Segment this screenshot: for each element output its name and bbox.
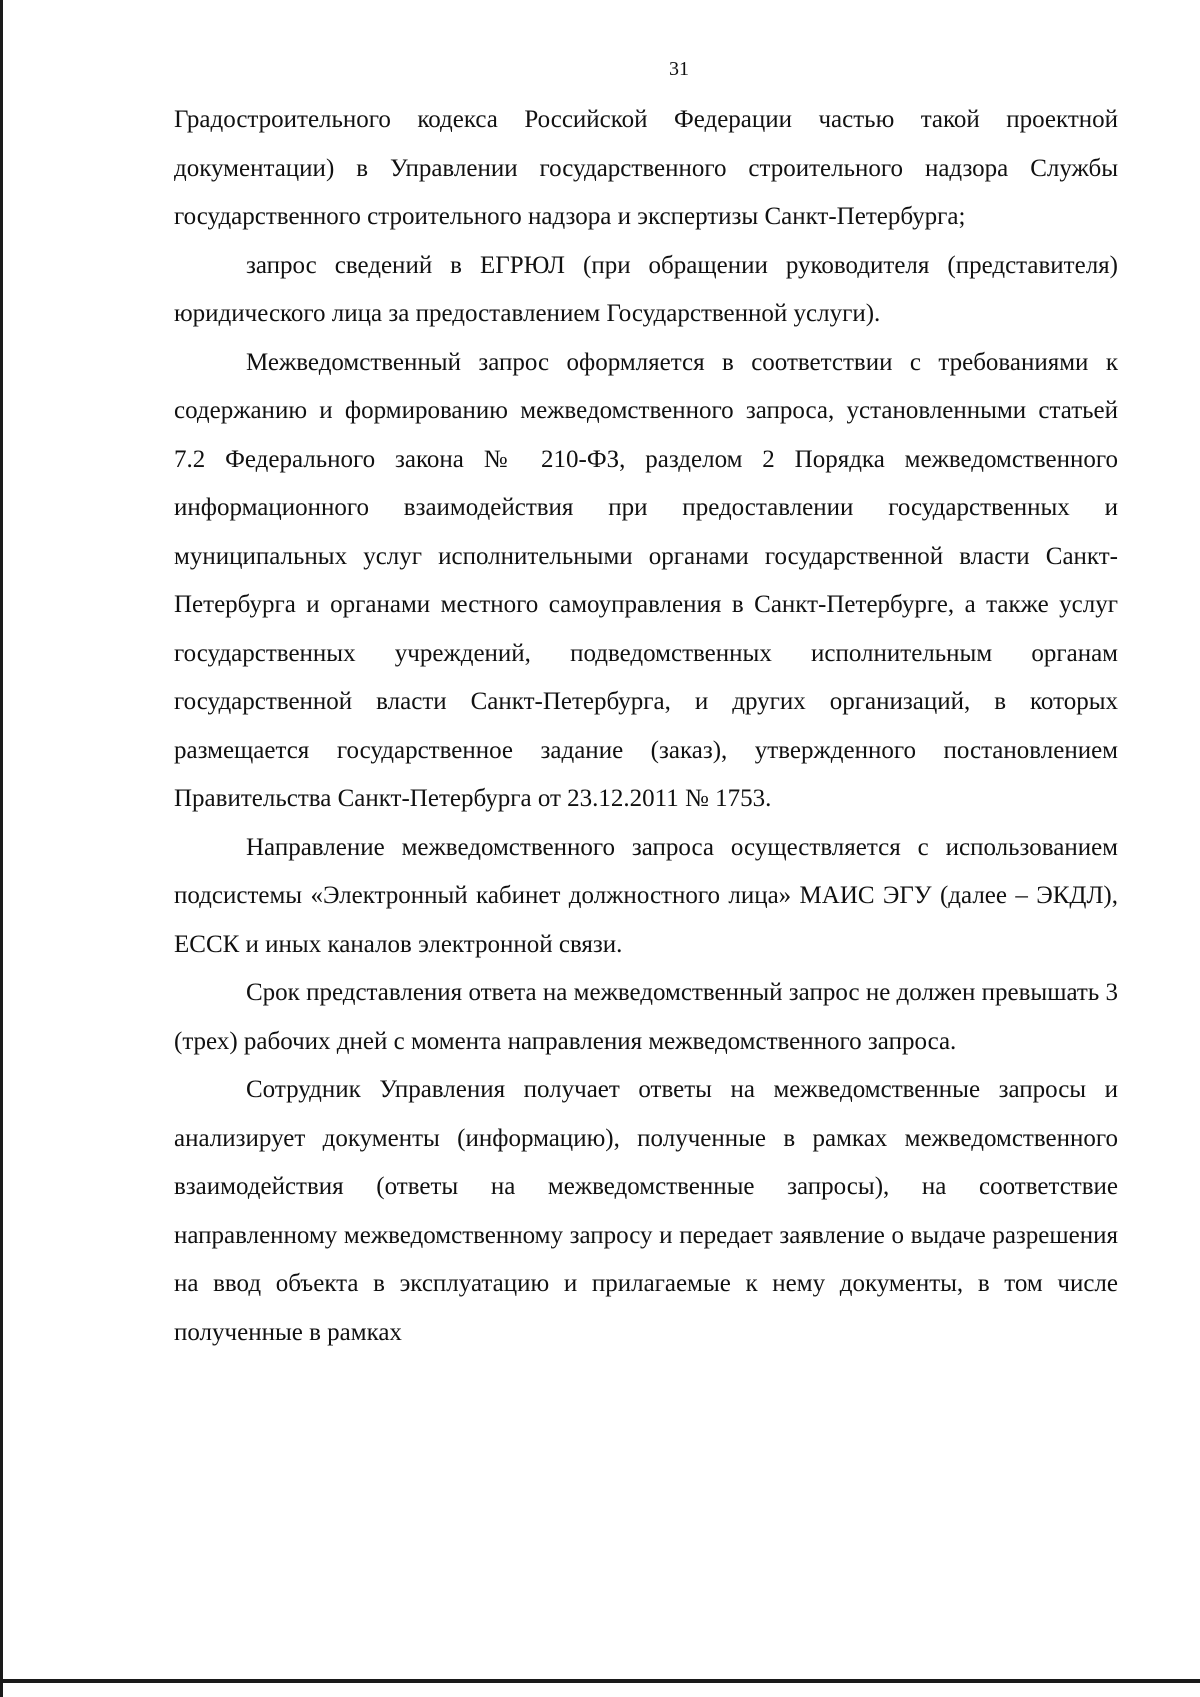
paragraph-employee-analysis: Сотрудник Управления получает ответы на межведомственные запросы и анализирует документы (информацию), полученные в рамках межведомственного взаимодействия (ответы на межведомственные запросы), на соответствие направленному межведомственному запросу и передает заявление о выдаче разрешения на ввод объекта в эксплуатацию и прилагаемые к нему документы, в том числе полученные в рамках xyxy=(174,1076,1118,1346)
document-body xyxy=(174,96,1118,1357)
scan-edge-left xyxy=(0,0,3,1697)
scan-edge-bottom xyxy=(0,1679,1200,1683)
paragraph-continuation: Градостроительного кодекса Российской Федерации частью такой проектной документации) в Управлении государственного строительного надзора Службы государственного строительного надзора и экспертизы Санкт-Петербурга; xyxy=(174,106,1118,230)
paragraph-request-format: Межведомственный запрос оформляется в соответствии с требованиями к содержанию и формированию межведомственного запроса, установленными статьей 7.2 Федерального закона № 210-ФЗ, разделом 2 Порядка межведомственного информационного взаимодействия при предоставлении государственных и муниципальных услуг исполнительными органами государственной власти Санкт-Петербурга и органами местного самоуправления в Санкт-Петербурге, а также услуг государственных учреждений, подведомственных исполнительным органам государственной власти Санкт-Петербурга, и других организаций, в которых размещается государственное задание (заказ), утвержденного постановлением Правительства Санкт-Петербурга от 23.12.2011 № 1753. xyxy=(174,348,1118,812)
paragraph-response-deadline: Срок представления ответа на межведомственный запрос не должен превышать 3 (трех) рабочих дней с момента направления межведомственного запроса. xyxy=(174,979,1118,1055)
paragraph-egrul-request: запрос сведений в ЕГРЮЛ (при обращении руководителя (представителя) юридического лица за предоставлением Государственной услуги). xyxy=(174,251,1118,327)
page-number: 31 xyxy=(669,58,689,80)
paragraph-request-channel: Направление межведомственного запроса осуществляется с использованием подсистемы «Электронный кабинет должностного лица» МАИС ЭГУ (далее – ЭКДЛ), ЕССК и иных каналов электронной связи. xyxy=(174,833,1118,958)
